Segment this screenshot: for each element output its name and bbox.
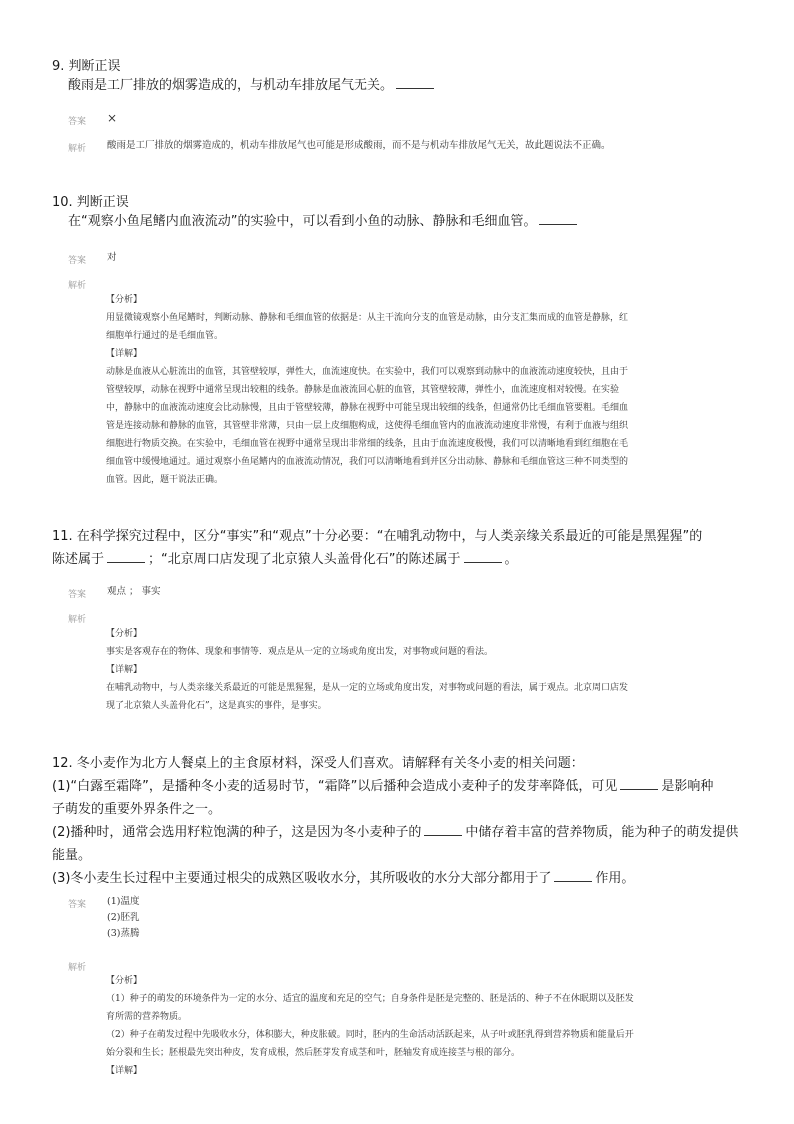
analysis-line: （2）种子在萌发过程中先吸收水分，体积膨大，种皮胀破。同时，胚内的生命活动活跃起来，从子叶或胚乳得到营养物质和能量后开 bbox=[106, 1030, 634, 1040]
question-title: 10. 判断正误 bbox=[52, 195, 129, 210]
detail-line: 管壁较厚，动脉在视野中通常呈现出较粗的线条。静脉是血液流回心脏的血管，其管壁较薄，弹性小，血流速度相对较慢。在实验 bbox=[106, 385, 620, 395]
stem-text: (1)“白露至霜降”，是播种冬小麦的适易时节，“霜降”以后播种会造成小麦种子的发芽率降低，可见 bbox=[52, 779, 618, 794]
stem-text: 是影响种 bbox=[661, 779, 714, 794]
question-12 bbox=[52, 752, 752, 890]
stem-text: (2)播种时，通常会选用籽粒饱满的种子，这是因为冬小麦种子的 bbox=[52, 825, 422, 840]
detail-line: 在哺乳动物中，与人类亲缘关系最近的可能是黑猩猩，是从一定的立场或角度出发，对事物或问题的看法，属于观点。北京周口店发 bbox=[106, 683, 629, 693]
analysis-tag: 【分析】 bbox=[106, 295, 143, 305]
answer-blank bbox=[620, 777, 658, 790]
question-stem bbox=[52, 212, 752, 232]
answer-label: 答案 bbox=[68, 117, 87, 127]
answer-value: (2)胚乳 bbox=[107, 912, 140, 923]
question-stem bbox=[52, 76, 752, 96]
detail-line: 管是连接动脉和静脉的血管，其管壁非常薄，只由一层上皮细胞构成，这使得毛细血管内的血液流动速度非常慢，有利于血液与组织 bbox=[106, 421, 629, 431]
answer-value: (1)温度 bbox=[107, 896, 140, 907]
stem-text: 作用。 bbox=[595, 871, 635, 886]
answer-value: (3)蒸腾 bbox=[107, 928, 140, 939]
explanation-label: 解析 bbox=[68, 281, 87, 291]
detail-line: 动脉是血液从心脏流出的血管，其管壁较厚，弹性大，血流速度快。在实验中，我们可以观察到动脉中的血液流动速度较快，且由于 bbox=[106, 367, 629, 377]
stem-text: 酸雨是工厂排放的烟雾造成的，与机动车排放尾气无关。 bbox=[68, 78, 394, 93]
detail-tag: 【详解】 bbox=[106, 1066, 143, 1076]
stem-text: 12. 冬小麦作为北方人餐桌上的主食原材料，深受人们喜欢。请解释有关冬小麦的相关问题： bbox=[52, 756, 584, 771]
question-10 bbox=[52, 193, 752, 232]
detail-line: 血管。因此，题干说法正确。 bbox=[106, 475, 224, 485]
answer-label: 答案 bbox=[68, 256, 87, 266]
answer-blank bbox=[424, 823, 462, 836]
stem-text: 陈述属于 bbox=[52, 552, 105, 567]
answer-value: 对 bbox=[107, 252, 117, 263]
analysis-line: 育所需的营养物质。 bbox=[106, 1012, 188, 1022]
answer-list bbox=[107, 894, 139, 942]
stem-text: 11. 在科学探究过程中，区分“事实”和“观点”十分必要：“在哺乳动物中，与人类亲缘关系最近的可能是黑猩猩”的 bbox=[52, 529, 703, 544]
question-11 bbox=[52, 525, 752, 571]
analysis-line: 始分裂和生长；胚根最先突出种皮，发育成根，然后胚芽发育成茎和叶，胚轴发育成连接茎与根的部分。 bbox=[106, 1048, 521, 1058]
explanation-label: 解析 bbox=[68, 963, 87, 973]
stem-text: 能量。 bbox=[52, 848, 92, 863]
answer-blank bbox=[539, 212, 577, 225]
analysis-block bbox=[106, 625, 720, 715]
answer-blank bbox=[464, 550, 502, 563]
analysis-line: 事实是客观存在的物体、现象和事情等．观点是从一定的立场或角度出发，对事物或问题的看法。 bbox=[106, 647, 494, 657]
detail-line: 现了北京猿人头盖骨化石”，这是真实的事件，是事实。 bbox=[106, 701, 327, 711]
analysis-block bbox=[106, 972, 720, 1080]
answer-blank bbox=[107, 550, 145, 563]
analysis-tag: 【分析】 bbox=[106, 976, 143, 986]
answer-blank bbox=[396, 76, 434, 89]
analysis-line: 细胞单行通过的是毛细血管。 bbox=[106, 331, 224, 341]
stem-text: 。 bbox=[504, 552, 518, 567]
analysis-line: （1）种子的萌发的环境条件为一定的水分、适宜的温度和充足的空气；自身条件是胚是完整的、胚是活的、种子不在休眠期以及胚发 bbox=[106, 994, 634, 1004]
answer-label: 答案 bbox=[68, 590, 87, 600]
detail-line: 细胞进行物质交换。在实验中，毛细血管在视野中通常呈现出非常细的线条，且由于血流速度极慢，我们可以清晰地看到红细胞在毛 bbox=[106, 439, 629, 449]
answer-blank bbox=[554, 869, 592, 882]
stem-text: (3)冬小麦生长过程中主要通过根尖的成熟区吸收水分，其所吸收的水分大部分都用于了 bbox=[52, 871, 552, 886]
question-title: 9. 判断正误 bbox=[52, 59, 121, 74]
stem-text: ；“北京周口店发现了北京猿人头盖骨化石”的陈述属于 bbox=[148, 552, 461, 567]
stem-text: 子萌发的重要外界条件之一。 bbox=[52, 802, 222, 817]
detail-line: 细血管中缓慢地通过。通过观察小鱼尾鳍内的血液流动情况，我们可以清晰地看到并区分出动脉、静脉和毛细血管这三种不同类型的 bbox=[106, 457, 629, 467]
answer-value: 观点 ； 事实 bbox=[107, 586, 161, 597]
detail-tag: 【详解】 bbox=[106, 665, 143, 675]
answer-label: 答案 bbox=[68, 900, 87, 910]
explanation-label: 解析 bbox=[68, 144, 87, 154]
analysis-line: 用显微镜观察小鱼尾鳍时，判断动脉、静脉和毛细血管的依据是：从主干流向分支的血管是动脉，由分支汇集而成的血管是静脉，红 bbox=[106, 313, 629, 323]
explanation-label: 解析 bbox=[68, 615, 87, 625]
explanation-text: 酸雨是工厂排放的烟雾造成的，机动车排放尾气也可能是形成酸雨，而不是与机动车排放尾气无关，故此题说法不正确。 bbox=[107, 140, 611, 151]
analysis-tag: 【分析】 bbox=[106, 629, 143, 639]
question-stem bbox=[52, 525, 752, 571]
analysis-block bbox=[106, 291, 720, 489]
question-9 bbox=[52, 57, 752, 96]
stem-text: 在“观察小鱼尾鳍内血液流动”的实验中，可以看到小鱼的动脉、静脉和毛细血管。 bbox=[68, 214, 537, 229]
stem-text: 中储存着丰富的营养物质，能为种子的萌发提供 bbox=[465, 825, 739, 840]
answer-value: × bbox=[107, 111, 118, 125]
detail-tag: 【详解】 bbox=[106, 349, 143, 359]
question-stem bbox=[52, 752, 752, 890]
detail-line: 中，静脉中的血液流动速度会比动脉慢，且由于管壁较薄，静脉在视野中可能呈现出较细的线条，但通常仍比毛细血管要粗。毛细血 bbox=[106, 403, 629, 413]
